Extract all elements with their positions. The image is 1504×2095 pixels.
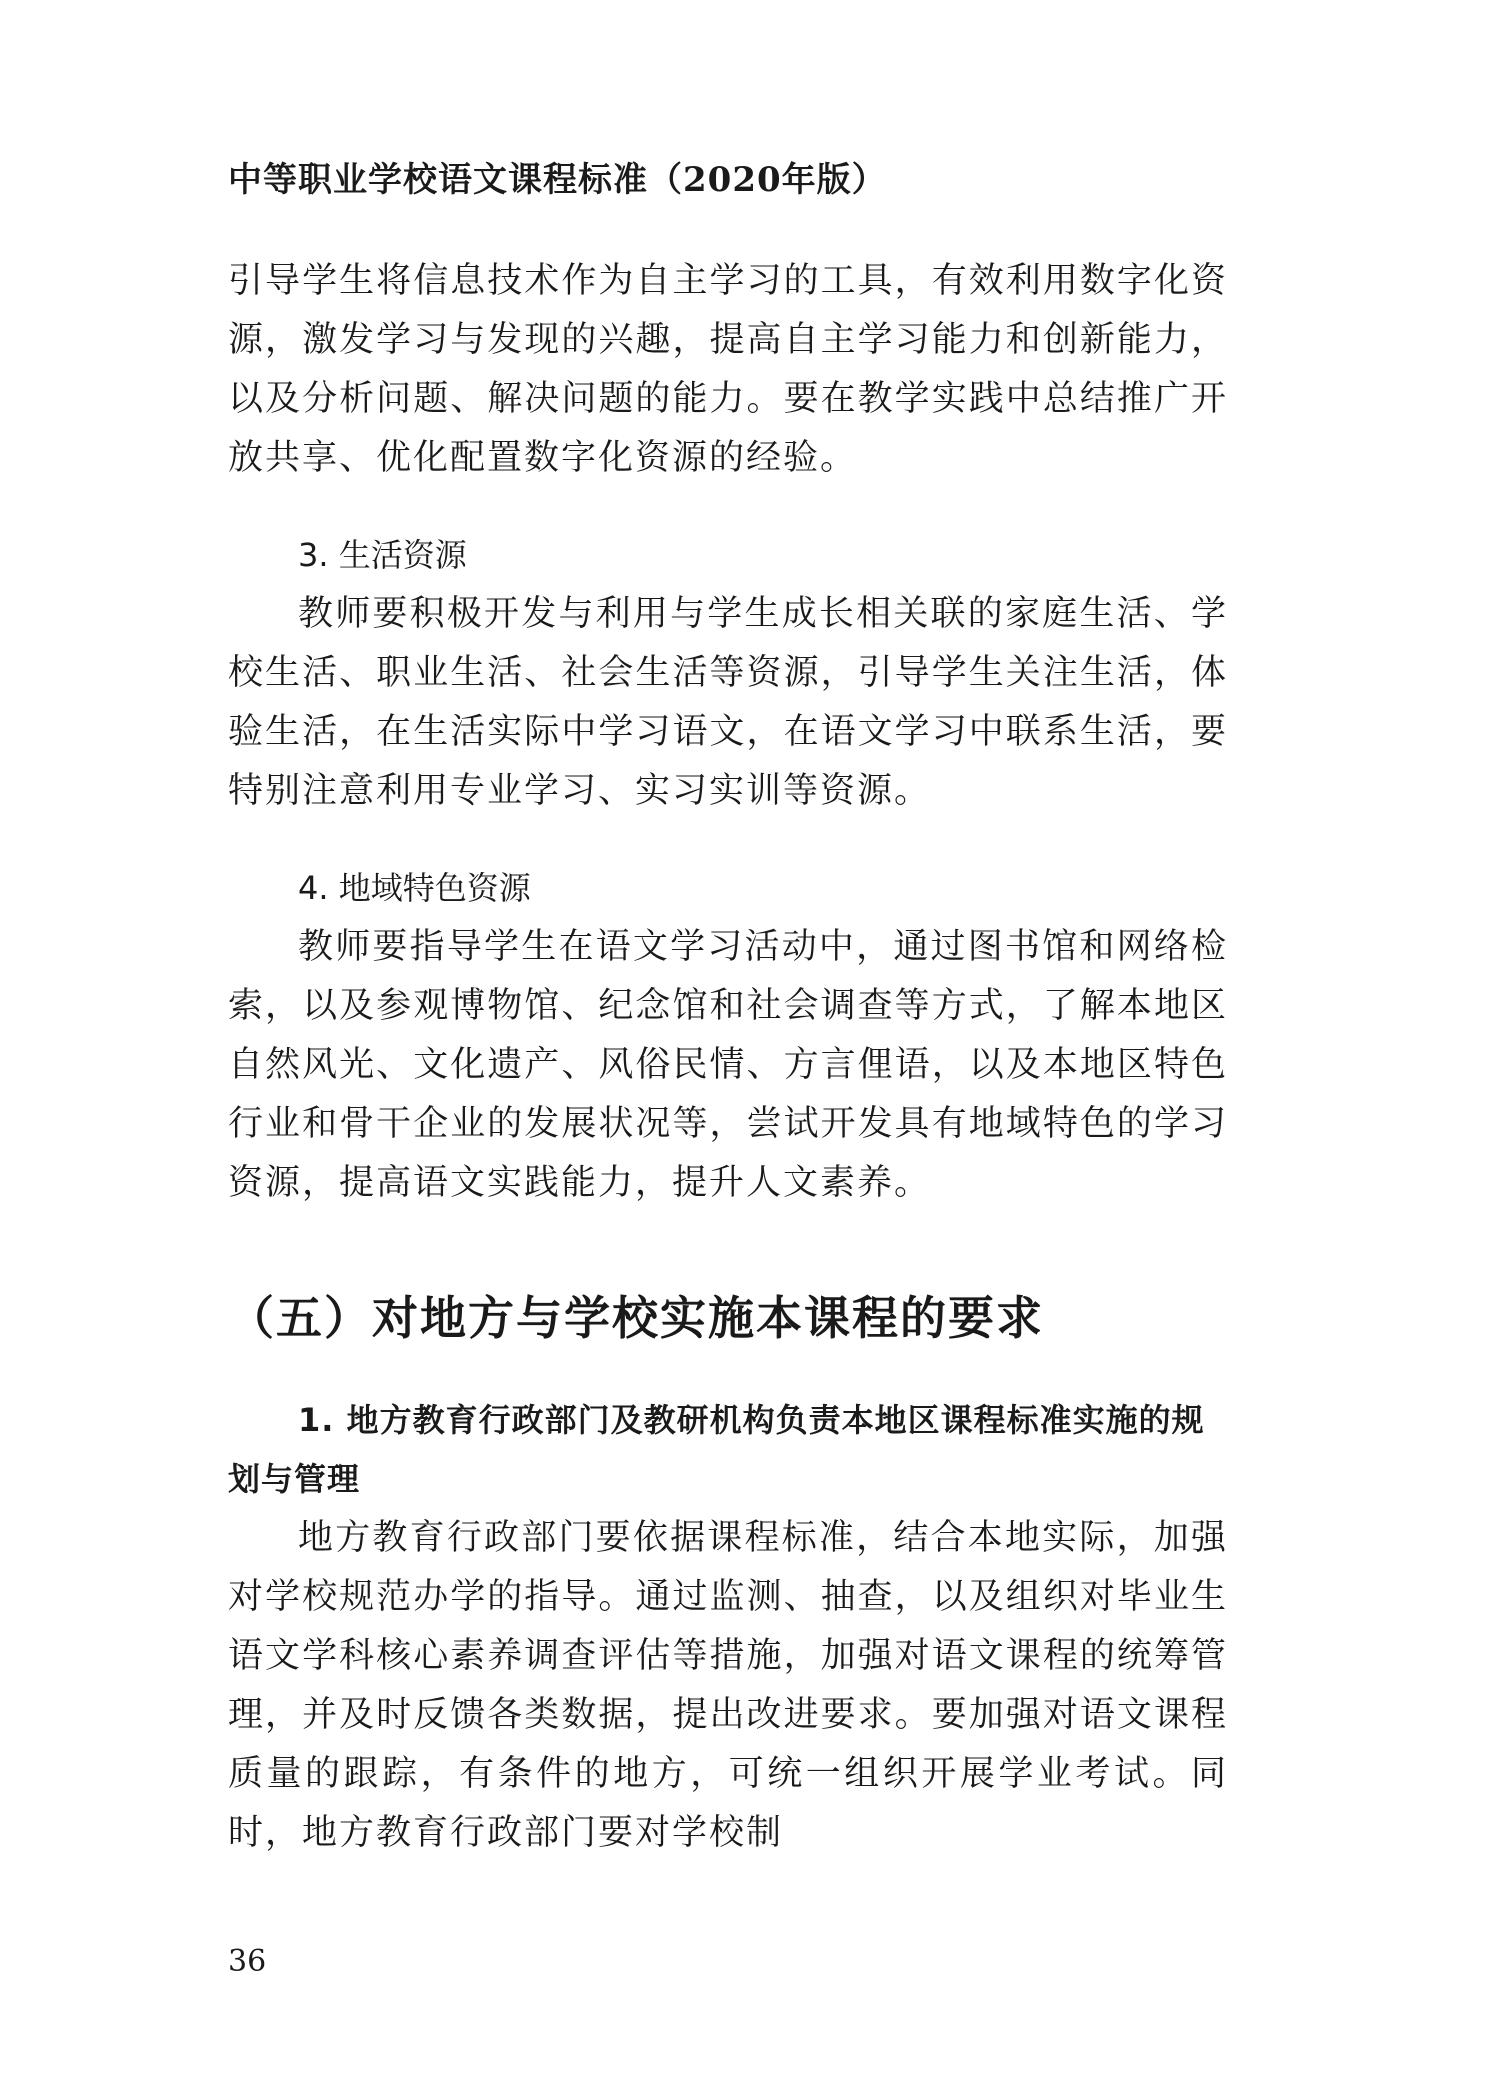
subsection-3-paragraph: 教师要积极开发与利用与学生成长相关联的家庭生活、学校生活、职业生活、社会生活等资源，引导学生关注生活，体验生活，在生活实际中学习语文，在语文学习中联系生活，要特别注意利用专业学习、实习实训等资源。 [228, 594, 1228, 811]
section-5-title: （五）对地方与学校实施本课程的要求 [228, 1291, 1044, 1345]
section-5-sub-1-paragraph: 地方教育行政部门要依据课程标准，结合本地实际，加强对学校规范办学的指导。通过监测、抽查，以及组织对毕业生语文学科核心素养调查评估等措施，加强对语文课程的统筹管理，并及时反馈各类数据，提出改进要求。要加强对语文课程质量的跟踪，有条件的地方，可统一组织开展学业考试。同时，地方教育行政部门要对学校制 [228, 1518, 1228, 1853]
subsection-3-heading: 3. 生活资源 [298, 536, 467, 574]
running-header: 中等职业学校语文课程标准（2020年版） [228, 160, 887, 200]
intro-paragraph: 引导学生将信息技术作为自主学习的工具，有效利用数字化资源，激发学习与发现的兴趣，提高自主学习能力和创新能力，以及分析问题、解决问题的能力。要在教学实践中总结推广开放共享、优化配置数字化资源的经验。 [228, 261, 1228, 478]
spacer [228, 488, 1228, 526]
spacer [228, 1213, 1228, 1283]
page-number: 36 [228, 1944, 267, 1979]
subsection-4-paragraph: 教师要指导学生在语文学习活动中，通过图书馆和网络检索，以及参观博物馆、纪念馆和社会调查等方式，了解本地区自然风光、文化遗产、风俗民情、方言俚语，以及本地区特色行业和骨干企业的发展状况等，尝试开发具有地域特色的学习资源，提高语文实践能力，提升人文素养。 [228, 927, 1228, 1203]
spacer [228, 1353, 1228, 1391]
subsection-4-heading: 4. 地域特色资源 [298, 869, 531, 907]
section-5-sub-1-heading: 1. 地方教育行政部门及教研机构负责本地区课程标准实施的规划与管理 [228, 1401, 1205, 1498]
spacer [228, 821, 1228, 859]
page-body [228, 252, 1228, 1863]
